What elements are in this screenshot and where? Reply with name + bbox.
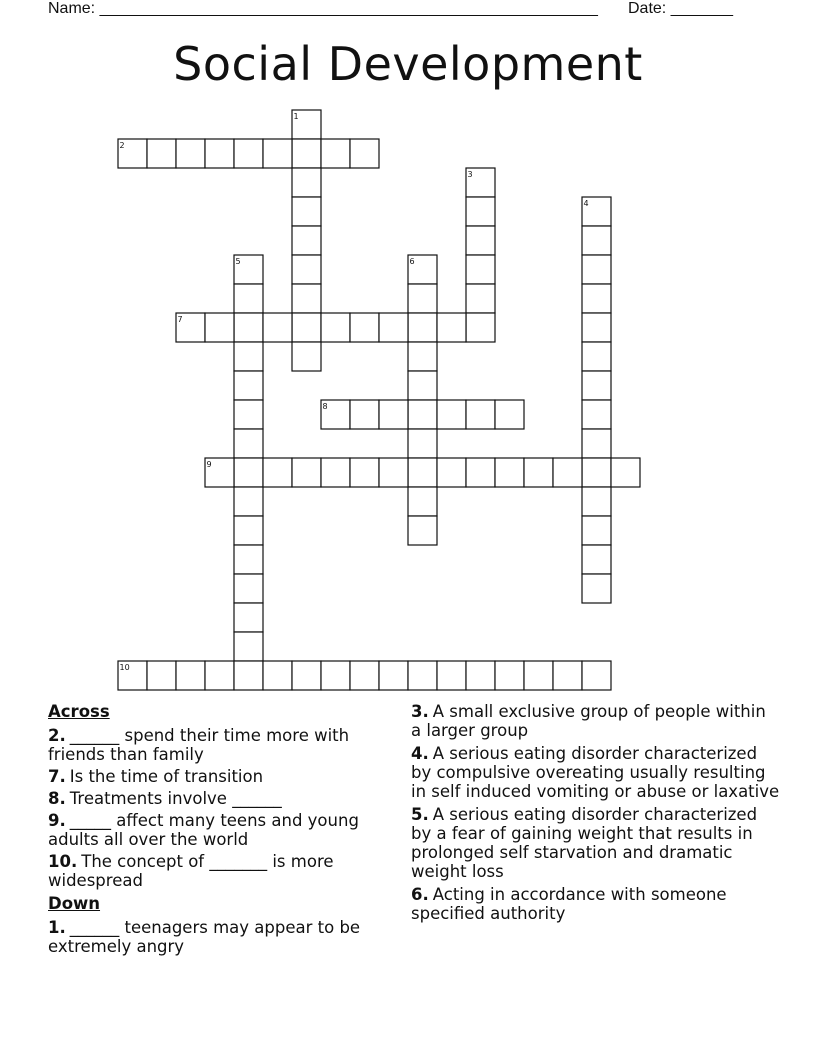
- grid-cell[interactable]: [292, 661, 321, 690]
- grid-cell[interactable]: [234, 661, 263, 690]
- grid-cell[interactable]: [582, 487, 611, 516]
- cell-number-label: 8: [322, 402, 328, 411]
- grid-cell[interactable]: [408, 487, 437, 516]
- grid-cell[interactable]: [205, 139, 234, 168]
- grid-cell[interactable]: [582, 400, 611, 429]
- grid-cell[interactable]: [466, 661, 495, 690]
- grid-cell[interactable]: [147, 661, 176, 690]
- grid-cell[interactable]: [582, 458, 611, 487]
- grid-cell[interactable]: [437, 313, 466, 342]
- page-title: Social Development: [173, 37, 643, 91]
- grid-cell[interactable]: [408, 516, 437, 545]
- clues-right-column: [411, 702, 781, 927]
- grid-cell[interactable]: [582, 545, 611, 574]
- grid-cell[interactable]: [292, 139, 321, 168]
- grid-cell[interactable]: [466, 255, 495, 284]
- grid-cell[interactable]: [321, 458, 350, 487]
- grid-cell[interactable]: [292, 342, 321, 371]
- grid-cell[interactable]: [234, 313, 263, 342]
- clue-across-2: 2. ______ spend their time more with friends than family: [48, 726, 350, 764]
- grid-cell[interactable]: [234, 400, 263, 429]
- cell-number-label: 6: [409, 257, 415, 266]
- grid-cell[interactable]: [263, 139, 292, 168]
- grid-cell[interactable]: [205, 661, 234, 690]
- clue-down-3: 3. A small exclusive group of people within a larger group: [411, 702, 766, 740]
- grid-cell[interactable]: [408, 429, 437, 458]
- grid-cell[interactable]: [350, 661, 379, 690]
- clue-down-6: 6. Acting in accordance with someone specified authority: [411, 885, 727, 923]
- grid-cell[interactable]: [234, 139, 263, 168]
- clue-across-9: 9. _____ affect many teens and young adults all over the world: [48, 811, 359, 849]
- grid-cell[interactable]: [582, 574, 611, 603]
- cell-number-label: 4: [583, 199, 589, 208]
- across-clue-list: [48, 726, 398, 890]
- grid-cell[interactable]: [234, 429, 263, 458]
- grid-cell[interactable]: [611, 458, 640, 487]
- cell-number-label: 3: [467, 170, 473, 179]
- clues-left-column: [48, 702, 398, 959]
- grid-cell[interactable]: [408, 342, 437, 371]
- grid-cell[interactable]: [582, 371, 611, 400]
- grid-cell[interactable]: [234, 284, 263, 313]
- grid-cell[interactable]: [234, 603, 263, 632]
- grid-cell[interactable]: [321, 661, 350, 690]
- grid-cell[interactable]: [408, 661, 437, 690]
- grid-cell[interactable]: [234, 545, 263, 574]
- grid-cell[interactable]: [263, 313, 292, 342]
- grid-cell[interactable]: [234, 342, 263, 371]
- grid-cell[interactable]: [466, 458, 495, 487]
- grid-cell[interactable]: [582, 516, 611, 545]
- grid-cell[interactable]: [553, 458, 582, 487]
- grid-cell[interactable]: [524, 661, 553, 690]
- grid-cell[interactable]: [582, 342, 611, 371]
- grid-cell[interactable]: [495, 661, 524, 690]
- grid-cell[interactable]: [350, 139, 379, 168]
- grid-cell[interactable]: [582, 313, 611, 342]
- grid-cell[interactable]: [582, 255, 611, 284]
- grid-cell[interactable]: [466, 284, 495, 313]
- grid-cell[interactable]: [292, 313, 321, 342]
- grid-cell[interactable]: [408, 313, 437, 342]
- grid-cell[interactable]: [466, 197, 495, 226]
- grid-cell[interactable]: [379, 661, 408, 690]
- grid-cell[interactable]: [234, 632, 263, 661]
- grid-cell[interactable]: [263, 661, 292, 690]
- grid-cell[interactable]: [437, 400, 466, 429]
- grid-cell[interactable]: [495, 400, 524, 429]
- name-field-label: Name: ________________________________________________________: [48, 0, 598, 17]
- cell-number-label: 5: [235, 257, 241, 266]
- grid-cell[interactable]: [176, 139, 205, 168]
- cell-number-label: 1: [293, 112, 299, 121]
- grid-cell[interactable]: [379, 400, 408, 429]
- grid-cell[interactable]: [466, 313, 495, 342]
- grid-cell[interactable]: [350, 313, 379, 342]
- grid-cell[interactable]: [466, 226, 495, 255]
- grid-cell[interactable]: [350, 458, 379, 487]
- grid-cell[interactable]: [553, 661, 582, 690]
- grid-cell[interactable]: [408, 284, 437, 313]
- grid-cell[interactable]: [147, 139, 176, 168]
- down-heading: Down: [48, 894, 101, 913]
- grid-cell[interactable]: [408, 371, 437, 400]
- clue-across-7: 7. Is the time of transition: [48, 767, 264, 786]
- grid-cell[interactable]: [292, 284, 321, 313]
- grid-cell[interactable]: [582, 226, 611, 255]
- grid-cell[interactable]: [321, 139, 350, 168]
- grid-cell[interactable]: [176, 661, 205, 690]
- grid-cell[interactable]: [292, 197, 321, 226]
- grid-cell[interactable]: [408, 458, 437, 487]
- grid-cell[interactable]: [292, 255, 321, 284]
- grid-cell[interactable]: [408, 400, 437, 429]
- grid-cell[interactable]: [234, 458, 263, 487]
- grid-cell[interactable]: [234, 574, 263, 603]
- grid-cell[interactable]: [437, 458, 466, 487]
- grid-cell[interactable]: [437, 661, 466, 690]
- cell-number-label: 9: [206, 460, 212, 469]
- across-heading: Across: [48, 702, 110, 721]
- grid-cell[interactable]: [234, 371, 263, 400]
- clue-across-8: 8. Treatments involve ______: [48, 789, 282, 808]
- cell-number-label: 2: [119, 141, 125, 150]
- clue-across-10: 10. The concept of _______ is more widespread: [48, 852, 334, 890]
- grid-cell[interactable]: [321, 313, 350, 342]
- grid-cell[interactable]: [292, 168, 321, 197]
- grid-cell[interactable]: [582, 429, 611, 458]
- clue-down-1: 1. ______ teenagers may appear to be extremely angry: [48, 918, 361, 956]
- grid-cell[interactable]: [205, 313, 234, 342]
- grid-cell[interactable]: [234, 487, 263, 516]
- grid-cell[interactable]: [350, 400, 379, 429]
- date-field-label: Date: _______: [628, 0, 733, 17]
- grid-cell[interactable]: [292, 226, 321, 255]
- cell-number-label: 7: [177, 315, 183, 324]
- grid-cell[interactable]: [263, 458, 292, 487]
- clue-down-4: 4. A serious eating disorder characterized by compulsive overeating usually resulting in self induced vomiting or abuse or laxative: [411, 744, 780, 801]
- grid-cell[interactable]: [234, 516, 263, 545]
- grid-cell[interactable]: [466, 400, 495, 429]
- grid-cell[interactable]: [495, 458, 524, 487]
- grid-cell[interactable]: [524, 458, 553, 487]
- grid-cell[interactable]: [379, 313, 408, 342]
- clue-down-5: 5. A serious eating disorder characterized by a fear of gaining weight that results in prolonged self starvation and dramatic weight loss: [411, 805, 758, 881]
- grid-cell[interactable]: [582, 661, 611, 690]
- grid-cell[interactable]: [582, 284, 611, 313]
- grid-cell[interactable]: [292, 458, 321, 487]
- cell-number-label: 10: [119, 663, 130, 672]
- grid-cell[interactable]: [379, 458, 408, 487]
